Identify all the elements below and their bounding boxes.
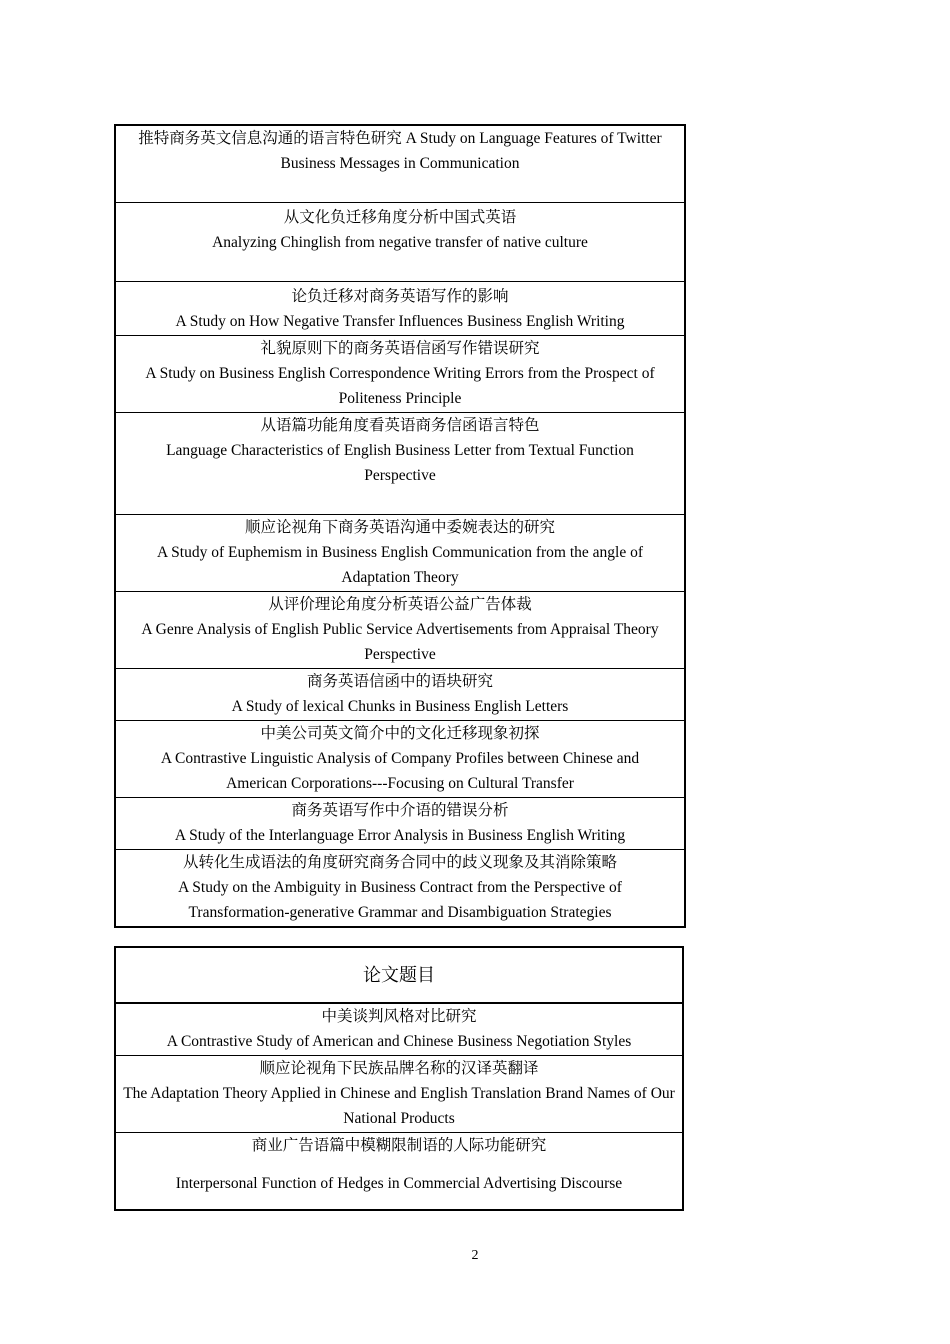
table-row bbox=[115, 203, 685, 282]
cell-title-zh: 商务英语信函中的语块研究 bbox=[306, 673, 493, 690]
cell-title-zh: 从评价理论角度分析英语公益广告体裁 bbox=[268, 596, 532, 613]
thesis-topics-table-2 bbox=[114, 946, 684, 1211]
cell-title-en: A Study on How Negative Transfer Influences Business English Writing bbox=[175, 313, 625, 330]
table-row bbox=[115, 125, 685, 203]
cell-title-zh: 从文化负迁移角度分析中国式英语 bbox=[283, 209, 517, 226]
table-cell bbox=[115, 413, 685, 515]
cell-title-zh: 从转化生成语法的角度研究商务合同中的歧义现象及其消除策略 bbox=[182, 854, 617, 871]
table-row bbox=[115, 721, 685, 798]
table-cell bbox=[115, 1056, 683, 1133]
cell-title-zh: 礼貌原则下的商务英语信函写作错误研究 bbox=[260, 340, 540, 357]
thesis-topics-table-1 bbox=[114, 124, 686, 928]
table-row bbox=[115, 592, 685, 669]
cell-title-en: Language Characteristics of English Business Letter from Textual Function Perspective bbox=[166, 442, 634, 484]
cell-title-en: A Study of lexical Chunks in Business English Letters bbox=[231, 698, 569, 715]
cell-title-en: A Contrastive Linguistic Analysis of Company Profiles between Chinese and American Corporations---Focusing on Cultural Transfer bbox=[160, 750, 640, 792]
cell-title-zh: 商务英语写作中介语的错误分析 bbox=[291, 802, 509, 819]
table-cell bbox=[115, 515, 685, 592]
table-row bbox=[115, 336, 685, 413]
table-cell bbox=[115, 592, 685, 669]
cell-title-en: Analyzing Chinglish from negative transfer of native culture bbox=[212, 234, 588, 251]
table-row bbox=[115, 1056, 683, 1133]
cell-title-en: Interpersonal Function of Hedges in Commercial Advertising Discourse bbox=[175, 1175, 623, 1192]
cell-title-en: A Study of the Interlanguage Error Analysis in Business English Writing bbox=[174, 827, 626, 844]
cell-title-combined bbox=[116, 126, 684, 176]
cell-title-zh: 从语篇功能角度看英语商务信函语言特色 bbox=[260, 417, 540, 434]
page-number: 2 bbox=[471, 1248, 479, 1263]
cell-title-zh: 论负迁移对商务英语写作的影响 bbox=[291, 288, 509, 305]
cell-title-en: A Study on the Ambiguity in Business Contract from the Perspective of Transformation-generative Grammar and Disambiguation Strategies bbox=[178, 879, 622, 921]
table-row bbox=[115, 669, 685, 721]
table-cell bbox=[115, 669, 685, 721]
cell-title-zh: 中美谈判风格对比研究 bbox=[321, 1008, 477, 1025]
table-header-row bbox=[115, 947, 683, 1003]
table-row bbox=[115, 798, 685, 850]
table-cell bbox=[115, 1133, 683, 1211]
table-row bbox=[115, 282, 685, 336]
cell-title-en: A Study on Language Features of Twitter Business Messages in Communication bbox=[280, 130, 662, 172]
table-cell bbox=[115, 798, 685, 850]
cell-title-en: A Study of Euphemism in Business English Communication from the angle of Adaptation Theory bbox=[156, 544, 644, 586]
table-cell bbox=[115, 850, 685, 928]
table-header-cell: 论文题目 bbox=[115, 947, 683, 1003]
table-cell bbox=[115, 282, 685, 336]
table-cell bbox=[115, 336, 685, 413]
table-cell bbox=[115, 1003, 683, 1056]
table-row bbox=[115, 1133, 683, 1211]
table-row bbox=[115, 515, 685, 592]
cell-title-en: The Adaptation Theory Applied in Chinese and English Translation Brand Names of Our National Products bbox=[123, 1085, 675, 1127]
cell-title-zh: 商业广告语篇中模糊限制语的人际功能研究 bbox=[251, 1137, 547, 1154]
table-row bbox=[115, 850, 685, 928]
cell-title-zh: 推特商务英文信息沟通的语言特色研究 bbox=[138, 130, 402, 147]
cell-title-zh: 中美公司英文简介中的文化迁移现象初探 bbox=[260, 725, 540, 742]
table-cell bbox=[115, 203, 685, 282]
cell-title-en: A Genre Analysis of English Public Service Advertisements from Appraisal Theory Perspective bbox=[141, 621, 659, 663]
table-cell bbox=[115, 125, 685, 203]
cell-title-en: A Study on Business English Correspondence Writing Errors from the Prospect of Politeness Principle bbox=[145, 365, 655, 407]
table-row bbox=[115, 413, 685, 515]
cell-title-en: A Contrastive Study of American and Chinese Business Negotiation Styles bbox=[166, 1033, 632, 1050]
cell-title-zh: 顺应论视角下商务英语沟通中委婉表达的研究 bbox=[244, 519, 555, 536]
table-cell bbox=[115, 721, 685, 798]
cell-title-zh: 顺应论视角下民族品牌名称的汉译英翻译 bbox=[259, 1060, 539, 1077]
table-row bbox=[115, 1003, 683, 1056]
